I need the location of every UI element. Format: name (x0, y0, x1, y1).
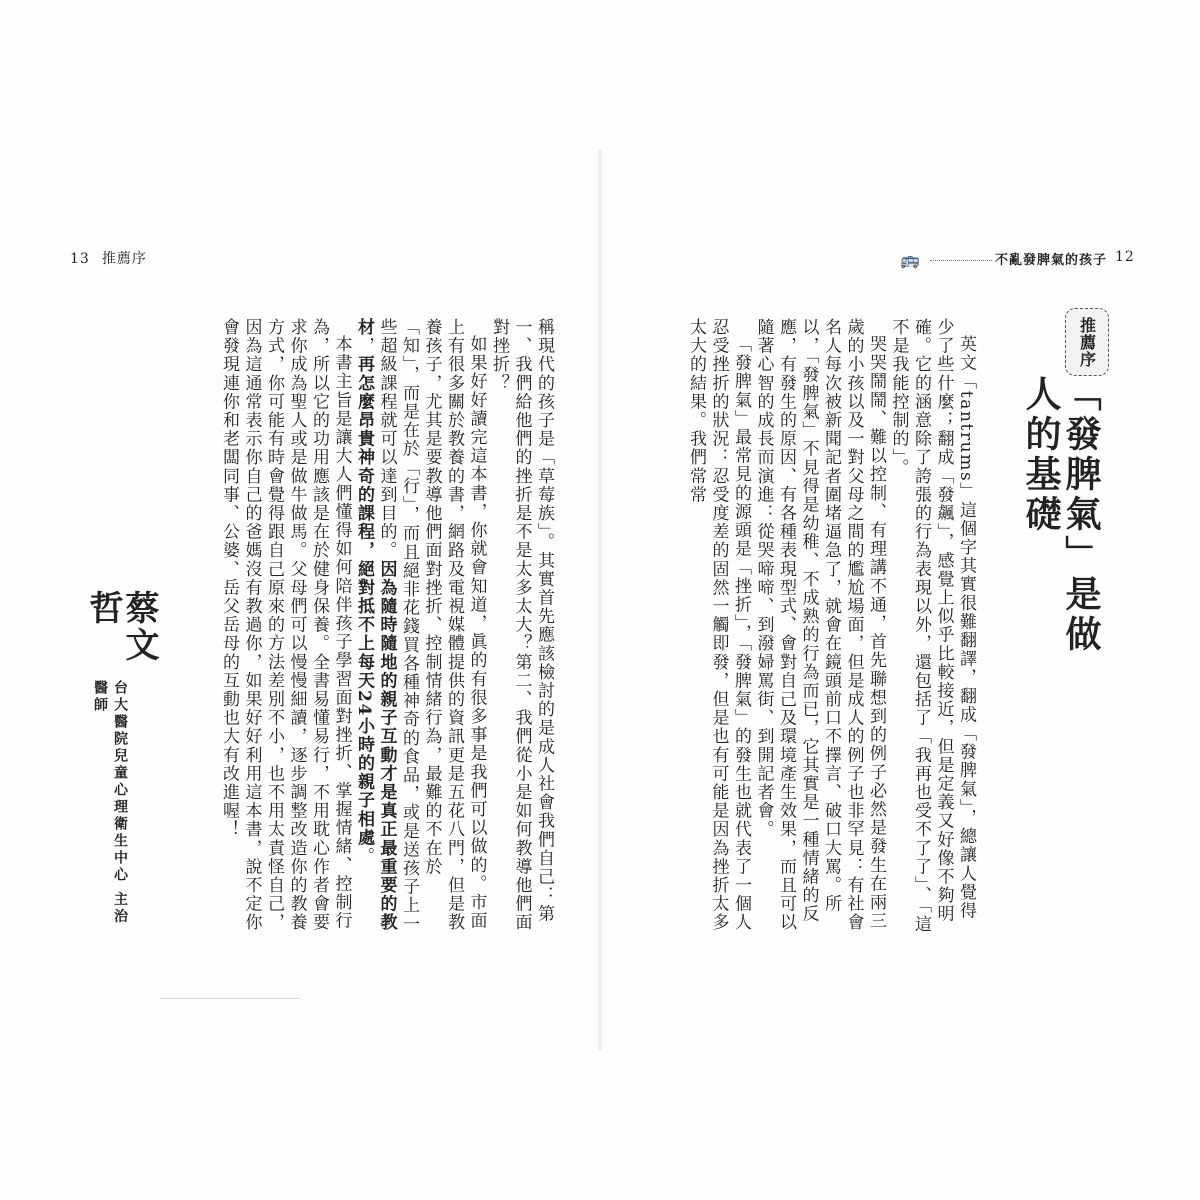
author-title: 台大醫院兒童心理衛生中心 主治醫師 (92, 680, 128, 926)
left-running-head: 推薦序 (101, 251, 147, 267)
right-page-number: 12 (1115, 249, 1135, 265)
body-paragraph (353, 318, 488, 938)
right-page-body (685, 318, 978, 938)
bus-icon: 🚌 (900, 250, 921, 269)
paragraph-text: 如果好好讀完這本書，你就會知道，眞的有很多事是我們可以做的。市面上有很多關於教養的書，網路及電視媒體提供的資訊更是五花八門，但是教養孩子，尤其是要教導他們面對挫折、控制情緒行為，最難的不在於「知」，而是在於「行」，而且絕非花錢買各種神奇的食品，或是送孩子上一些超級課程就可以達到目的。 (376, 318, 487, 934)
book-title: 不亂發脾氣的孩子 (995, 253, 1108, 268)
body-paragraph (685, 318, 753, 938)
paragraph-text: 本書主旨是讓大人們懂得如何陪伴孩子學習面對挫折、掌握情緒、控制行為，所以它的功用應該是在於健身保養。全書易懂易行，不用耽心作者會要求你成為聖人或是做牛做馬。父母們可以慢慢細讀，逐步調整改造你的教養方式，你可能有時會覺得跟自己原來的方法差別不小，也不用太責怪自己，因為這通常表示你自己的爸媽沒有教過你，如果好好利用這本書，說不定你會發現連你和老闆同事、公婆、岳父岳母的互動也大有改進喔！ (219, 318, 352, 932)
paragraph-text: 。 (354, 847, 374, 866)
emphasis-text: 再怎麼昂貴神奇的課程，絕對抵不上每天24小時的親子相處 (354, 355, 374, 848)
author-name: 蔡文哲 (83, 590, 159, 664)
body-paragraph (488, 318, 556, 938)
left-folio (70, 248, 147, 268)
right-folio (900, 248, 1135, 272)
paragraph-text: 「發脾氣」最常見的源頭是「挫折」，「發脾氣」的發生也就代表了一個人忍受挫折的狀況：忍受度差的固然一觸即發，但是也有可能是因為挫折太多太大的結果。我們常常 (686, 318, 751, 932)
emphasis-text: 因為隨時隨地的親子互動才是真正最重要的教材 (354, 318, 397, 932)
dotted-leader (930, 260, 992, 261)
preface-badge-label: 推薦序 (1077, 316, 1097, 368)
footer-rule (160, 998, 300, 999)
preface-badge (1065, 308, 1109, 376)
body-paragraph (218, 318, 353, 938)
paragraph-text: 哭哭鬧鬧、難以控制、有理講不通，首先聯想到的例子必然是發生在兩三歲的小孩以及一對父母之間的尷尬場面，但是成人的例子也非罕見：有社會名人每次被新聞記者圍堵逼急了，就會在鏡頭前口不擇言、破口大罵。所以，「發脾氣」不見得是幼稚、不成熟的行為而已，它其實是一種情緒的反應，有發生的原因、有各種表現型式、會對自己及環境產生效果，而且可以隨著心智的成長而演進：從哭啼啼、到潑婦罵街、到開記者會。 (753, 318, 886, 932)
paragraph-text: 英文「tantrums」這個字其實很難翻譯，翻成「發脾氣」，總讓人覺得少了些什麼；翻成「發飆」，感覺上似乎比較接近，但是定義又好像不夠明確。它的涵意除了誇張的行為表現以外，還包括了「我再也受不了了」、「這不是我能控制的」。 (888, 318, 976, 934)
body-paragraph (752, 318, 887, 938)
left-page-number: 13 (70, 251, 90, 267)
essay-title: 「發脾氣」是做人的基礎 (1020, 375, 1101, 655)
left-page-body (218, 318, 556, 938)
body-paragraph (887, 318, 977, 938)
paragraph-text: 稱現代的孩子是「草莓族」。其實首先應該檢討的是成人社會我們自己：第一、我們給他們的挫折是不是太多太大？第二、我們從小是如何教導他們面對挫折？ (489, 318, 554, 932)
page-gutter (598, 150, 602, 1050)
paragraph-text: ， (354, 336, 374, 356)
